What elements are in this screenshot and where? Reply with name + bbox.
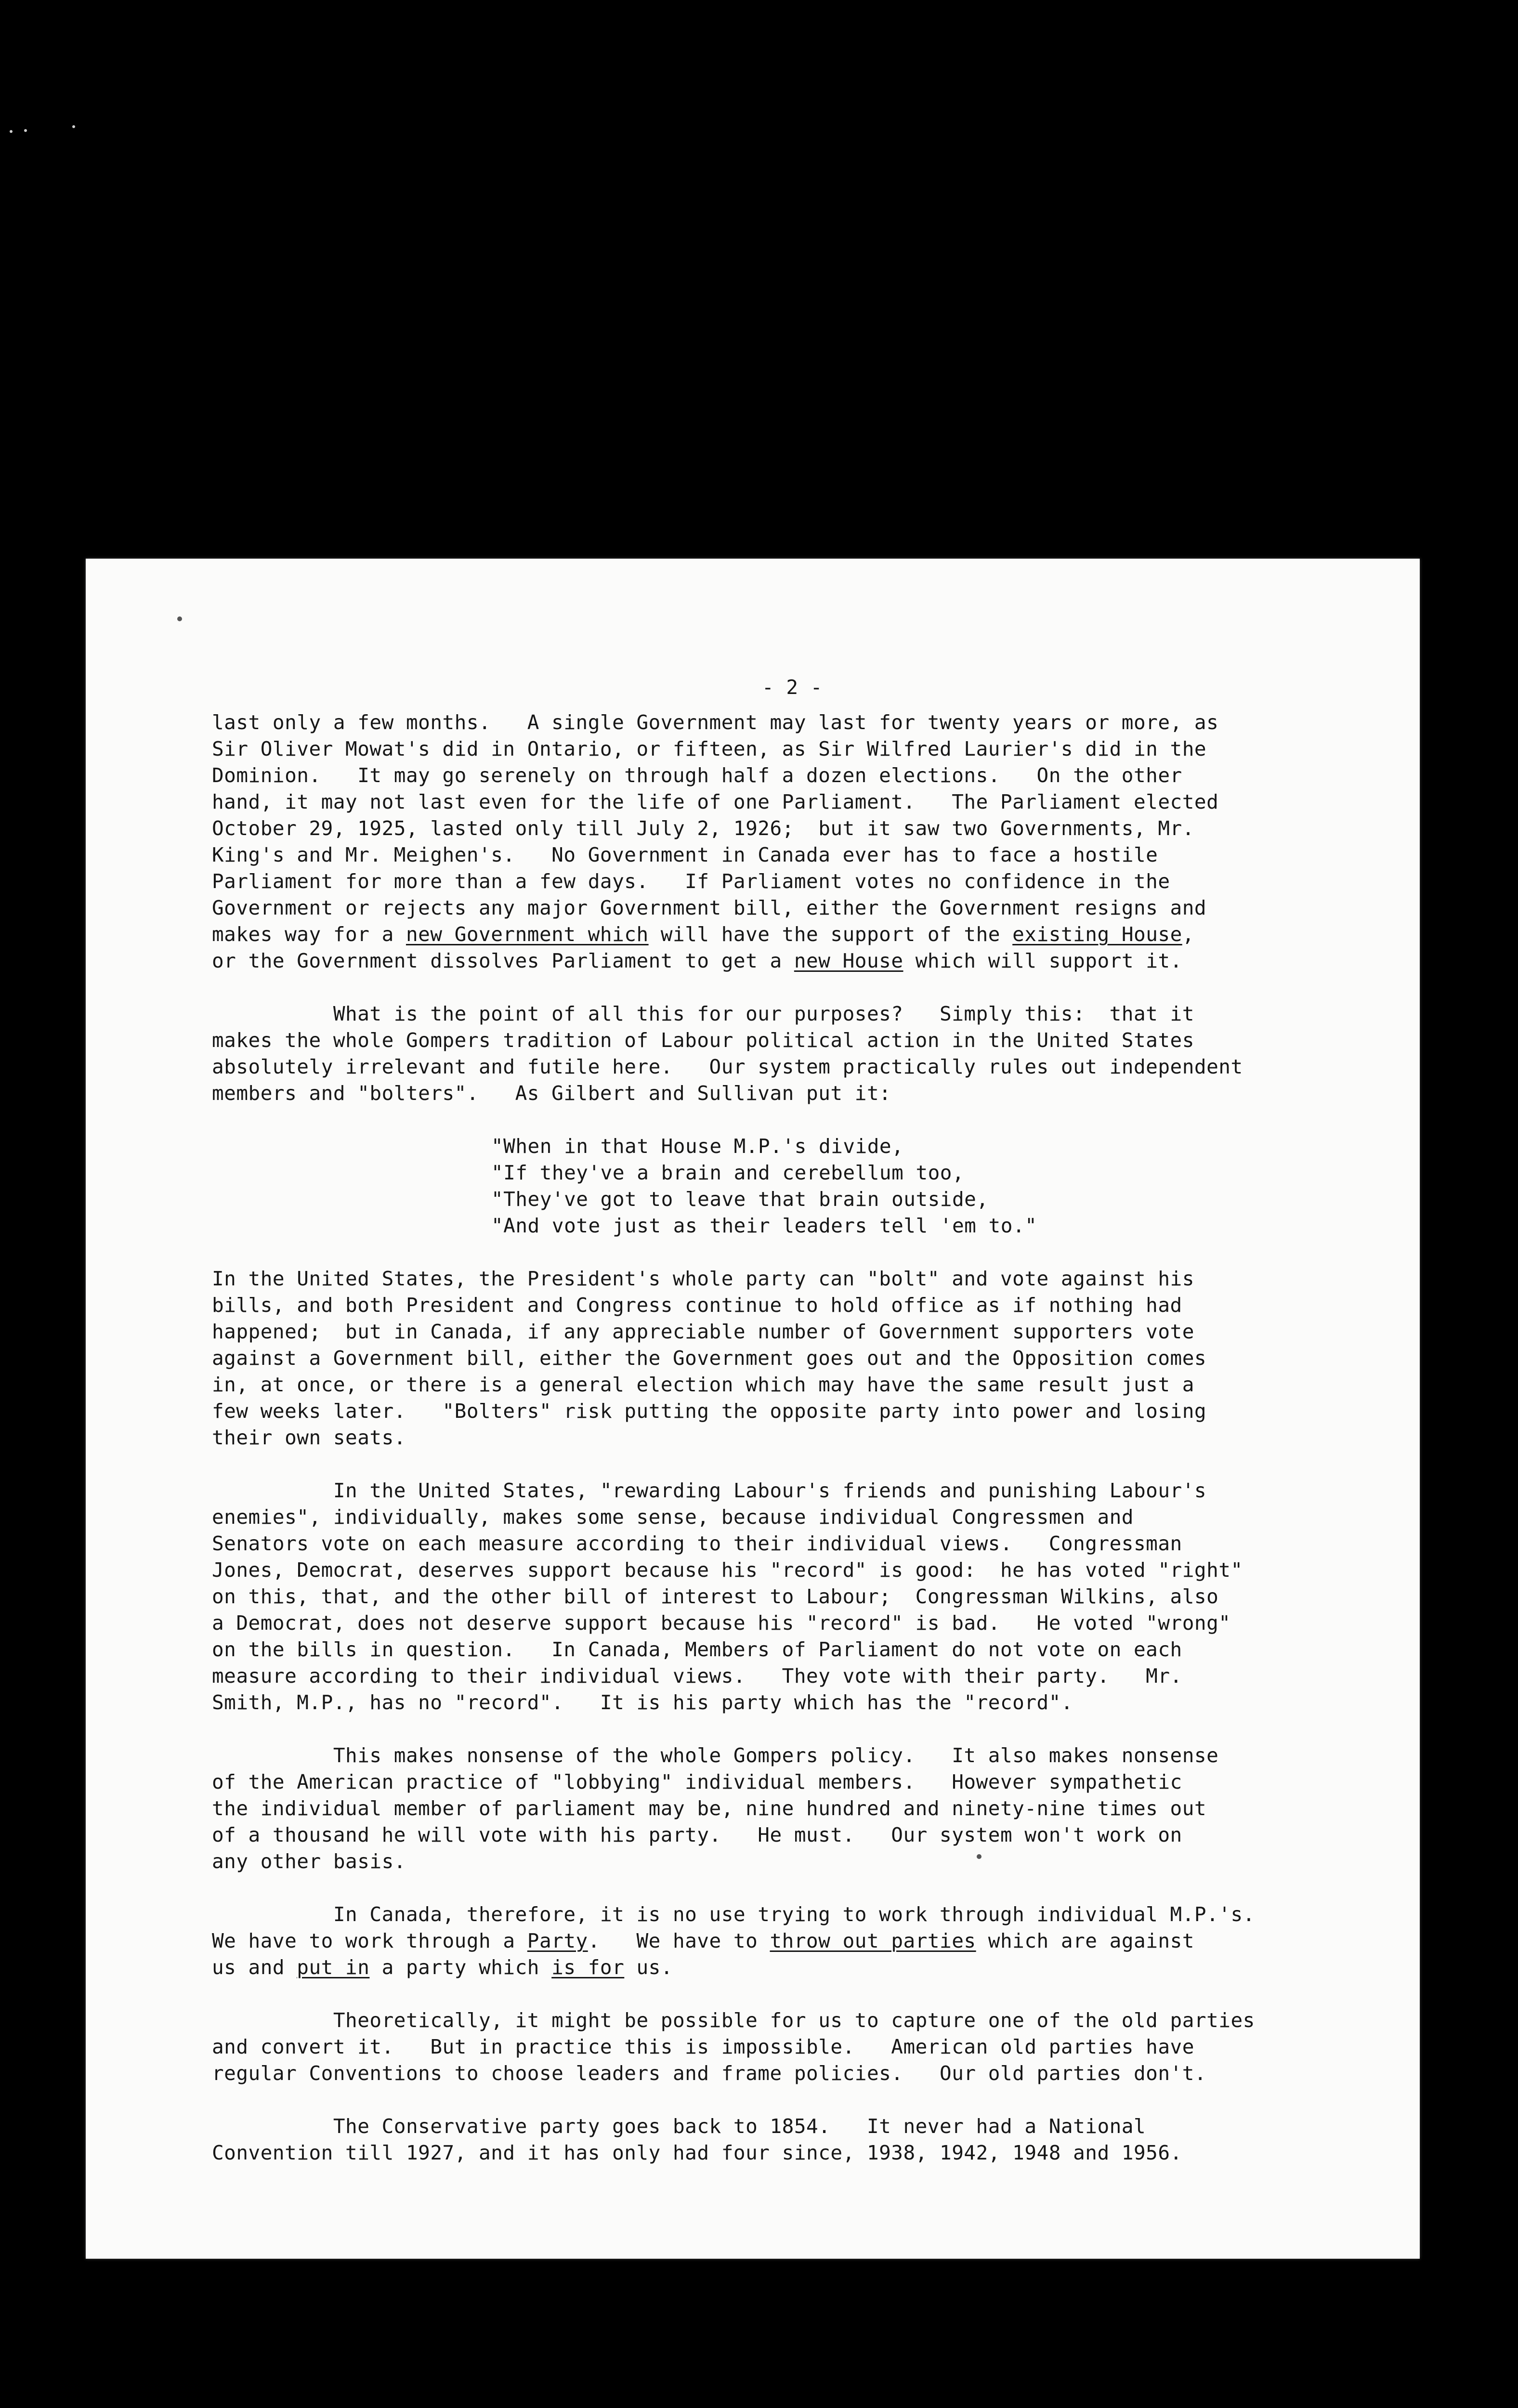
text-line: enemies", individually, makes some sense, because individual Congressmen and bbox=[212, 1505, 1134, 1529]
text-line bbox=[212, 921, 1334, 948]
paragraph-conservative-conventions bbox=[212, 2113, 1334, 2166]
text-line: against a Government bill, either the Government goes out and the Opposition comes bbox=[212, 1347, 1207, 1370]
text-line: King's and Mr. Meighen's. No Government in Canada ever has to face a hostile bbox=[212, 843, 1158, 866]
text-fragment: . We have to bbox=[588, 1929, 770, 1952]
text-line: What is the point of all this for our purposes? Simply this: that it bbox=[212, 1002, 1194, 1025]
paragraph-gompers-tradition bbox=[212, 1001, 1334, 1107]
text-line: of the American practice of "lobbying" individual members. However sympathetic bbox=[212, 1770, 1182, 1793]
text-line: Smith, M.P., has no "record". It is his party which has the "record". bbox=[212, 1691, 1073, 1714]
text-line: measure according to their individual views. They vote with their party. Mr. bbox=[212, 1664, 1182, 1688]
paragraph-gompers-nonsense bbox=[212, 1742, 1334, 1875]
text-line: The Conservative party goes back to 1854. It never had a National bbox=[212, 2115, 1146, 2138]
text-fragment: a party which bbox=[369, 1956, 552, 1979]
text-fragment: will have the support of the bbox=[648, 923, 1013, 946]
text-line: any other basis. bbox=[212, 1850, 406, 1873]
text-line: In the United States, the President's whole party can "bolt" and vote against his bbox=[212, 1267, 1194, 1290]
page-speck bbox=[177, 616, 182, 621]
text-line: regular Conventions to choose leaders and frame policies. Our old parties don't. bbox=[212, 2062, 1207, 2085]
text-fragment: We have to work through a bbox=[212, 1929, 527, 1952]
underlined-text: throw out parties bbox=[770, 1929, 976, 1952]
text-line bbox=[212, 1928, 1334, 1954]
text-fragment: us. bbox=[624, 1956, 673, 1979]
text-line: bills, and both President and Congress continue to hold office as if nothing had bbox=[212, 1294, 1182, 1317]
text-fragment: , bbox=[1182, 923, 1194, 946]
typed-document-page bbox=[86, 559, 1420, 2259]
text-line: a Democrat, does not deserve support because his "record" is bad. He voted "wrong" bbox=[212, 1611, 1231, 1635]
text-line: Convention till 1927, and it has only had four since, 1938, 1942, 1948 and 1956. bbox=[212, 2141, 1182, 2164]
film-speck bbox=[24, 129, 27, 132]
paragraph-bolters bbox=[212, 1266, 1334, 1451]
text-line: makes the whole Gompers tradition of Labour political action in the United States bbox=[212, 1029, 1194, 1052]
text-line: hand, it may not last even for the life of one Parliament. The Parliament elected bbox=[212, 790, 1219, 813]
text-line: their own seats. bbox=[212, 1426, 406, 1449]
text-line: Dominion. It may go serenely on through half a dozen elections. On the other bbox=[212, 764, 1182, 787]
text-line: and convert it. But in practice this is impossible. American old parties have bbox=[212, 2035, 1194, 2058]
paragraph-government-duration bbox=[212, 709, 1334, 974]
text-fragment: or the Government dissolves Parliament to get a bbox=[212, 949, 794, 972]
text-line: of a thousand he will vote with his party. He must. Our system won't work on bbox=[212, 1823, 1182, 1846]
film-speck bbox=[72, 125, 75, 128]
page-number: - 2 - bbox=[762, 676, 823, 699]
text-line: Jones, Democrat, deserves support because his "record" is good: he has voted "right" bbox=[212, 1558, 1243, 1582]
text-line: In the United States, "rewarding Labour's friends and punishing Labour's bbox=[212, 1479, 1207, 1502]
paragraph-capture-old-party bbox=[212, 2007, 1334, 2087]
text-line bbox=[212, 948, 1334, 974]
paragraph-work-through-party bbox=[212, 1901, 1334, 1981]
underlined-text: existing House bbox=[1012, 923, 1182, 946]
underlined-text: new House bbox=[794, 949, 903, 972]
text-line: members and "bolters". As Gilbert and Sullivan put it: bbox=[212, 1082, 891, 1105]
gilbert-sullivan-verse bbox=[491, 1133, 1334, 1239]
text-line: Senators vote on each measure according to their individual views. Congressman bbox=[212, 1532, 1182, 1555]
text-line: on the bills in question. In Canada, Members of Parliament do not vote on each bbox=[212, 1638, 1182, 1661]
underlined-text: Party bbox=[527, 1929, 588, 1952]
text-line: In Canada, therefore, it is no use trying to work through individual M.P.'s. bbox=[212, 1903, 1255, 1926]
text-line: few weeks later. "Bolters" risk putting the opposite party into power and losing bbox=[212, 1400, 1207, 1423]
text-line: last only a few months. A single Government may last for twenty years or more, as bbox=[212, 711, 1219, 734]
underlined-text: put in bbox=[297, 1956, 370, 1979]
film-speck bbox=[10, 130, 13, 133]
underlined-text: new Government which bbox=[406, 923, 649, 946]
verse-line: "When in that House M.P.'s divide, bbox=[491, 1135, 904, 1158]
text-fragment: which are against bbox=[976, 1929, 1194, 1952]
text-fragment: makes way for a bbox=[212, 923, 406, 946]
text-line: on this, that, and the other bill of interest to Labour; Congressman Wilkins, also bbox=[212, 1585, 1219, 1608]
underlined-text: is for bbox=[551, 1956, 625, 1979]
document-body bbox=[212, 674, 1334, 2193]
text-line: October 29, 1925, lasted only till July 2, 1926; but it saw two Governments, Mr. bbox=[212, 817, 1194, 840]
text-fragment: which will support it. bbox=[903, 949, 1182, 972]
paragraph-voting-records bbox=[212, 1478, 1334, 1716]
verse-line: "They've got to leave that brain outside, bbox=[491, 1188, 989, 1211]
text-line: Parliament for more than a few days. If Parliament votes no confidence in the bbox=[212, 870, 1170, 893]
text-line: Sir Oliver Mowat's did in Ontario, or fifteen, as Sir Wilfred Laurier's did in the bbox=[212, 737, 1207, 760]
text-line: the individual member of parliament may be, nine hundred and ninety-nine times out bbox=[212, 1797, 1207, 1820]
text-line: This makes nonsense of the whole Gompers policy. It also makes nonsense bbox=[212, 1744, 1219, 1767]
text-line: happened; but in Canada, if any appreciable number of Government supporters vote bbox=[212, 1320, 1194, 1343]
text-line: Government or rejects any major Government bill, either the Government resigns and bbox=[212, 896, 1207, 919]
text-line: Theoretically, it might be possible for us to capture one of the old parties bbox=[212, 2009, 1255, 2032]
text-line bbox=[212, 1954, 1334, 1981]
text-fragment: us and bbox=[212, 1956, 297, 1979]
text-line: absolutely irrelevant and futile here. Our system practically rules out independent bbox=[212, 1055, 1243, 1078]
verse-line: "And vote just as their leaders tell 'em to." bbox=[491, 1214, 1037, 1237]
text-line: in, at once, or there is a general election which may have the same result just a bbox=[212, 1373, 1194, 1396]
verse-line: "If they've a brain and cerebellum too, bbox=[491, 1161, 965, 1184]
